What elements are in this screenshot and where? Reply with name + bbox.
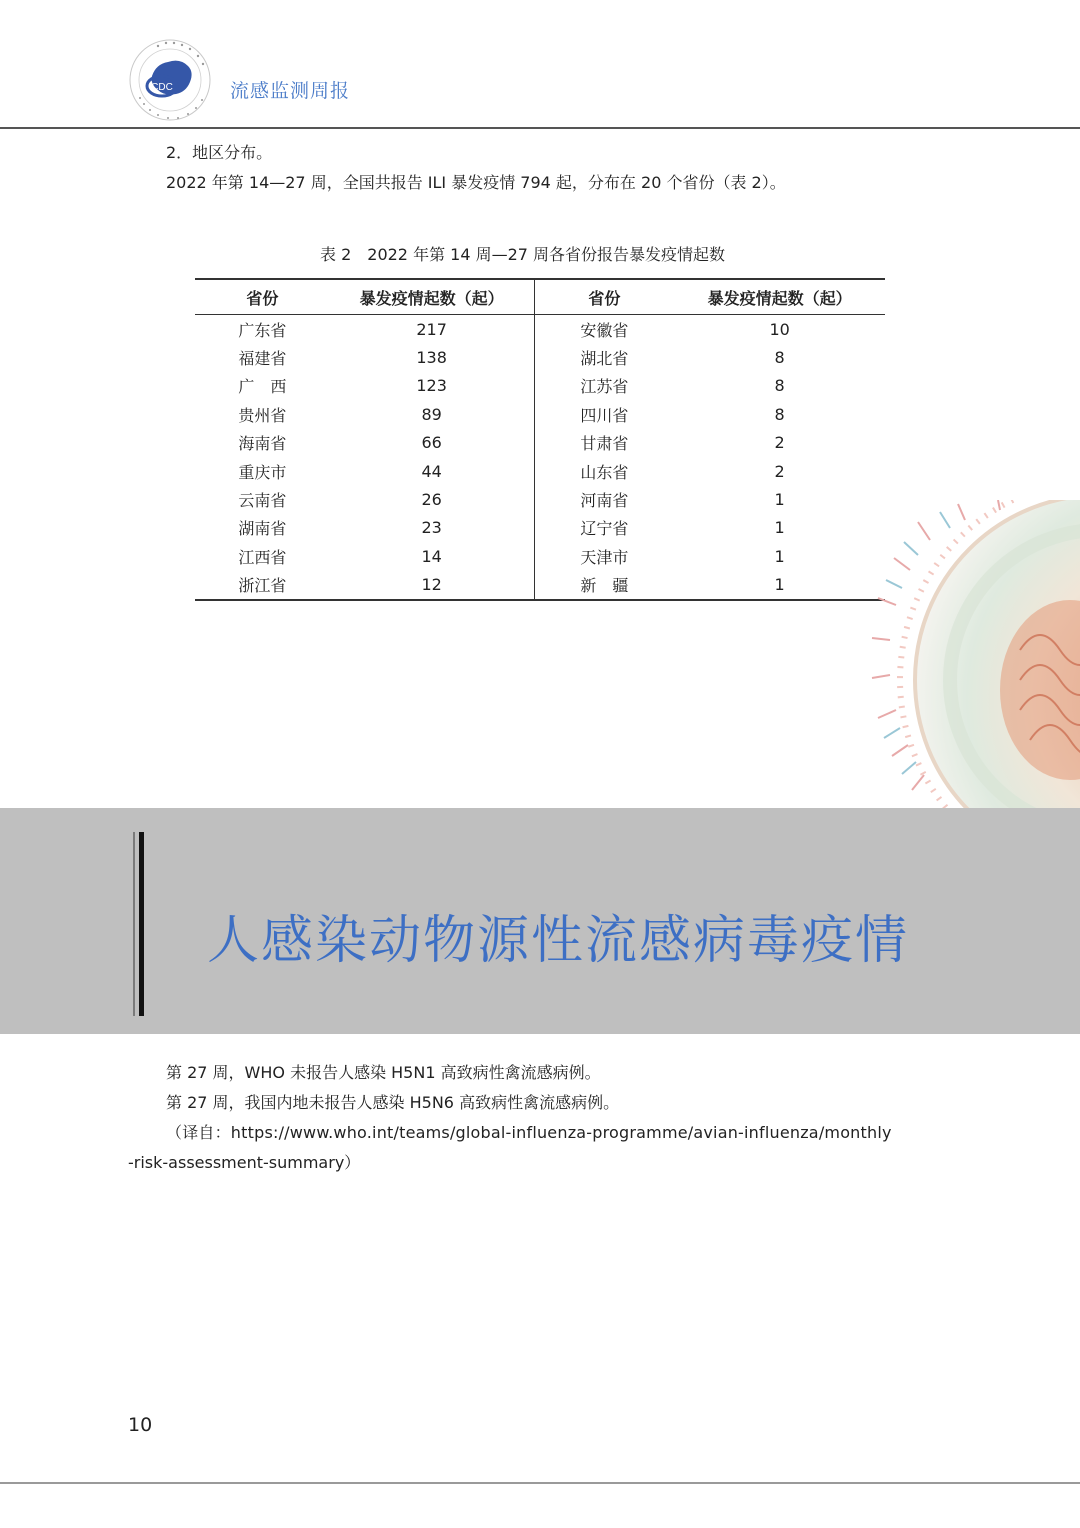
province-cell: 四川省 (580, 405, 629, 425)
table-row (195, 400, 885, 428)
header-count-right: 暴发疫情起数（起） (707, 288, 852, 308)
table-row (195, 429, 885, 457)
count-cell: 1 (774, 575, 785, 595)
table-header-row (195, 279, 885, 315)
count-cell: 217 (330, 315, 534, 344)
count-cell: 2 (774, 433, 785, 453)
table-row (195, 315, 885, 344)
province-cell: 河南省 (580, 491, 629, 511)
source-url-line1: （译自：https://www.who.int/teams/global-influenza-programme/avian-influenza/monthly (166, 1123, 892, 1142)
count-cell: 66 (330, 429, 534, 457)
header-count-left: 暴发疫情起数（起） (330, 279, 534, 315)
table-caption: 表 2 2022 年第 14 周—27 周各省份报告暴发疫情起数 (320, 245, 726, 264)
source-url-line2: -risk-assessment-summary） (128, 1153, 361, 1172)
province-cell: 海南省 (238, 434, 287, 454)
count-cell: 44 (330, 457, 534, 485)
count-cell: 89 (330, 400, 534, 428)
china-cdc-logo (128, 38, 212, 122)
count-cell: 10 (769, 319, 790, 339)
banner-accent-line (133, 832, 135, 1016)
who-h5n1-text: 第 27 周，WHO 未报告人感染 H5N1 高致病性禽流感病例。 (166, 1063, 601, 1082)
count-cell: 138 (330, 343, 534, 371)
province-cell: 广东省 (238, 320, 287, 340)
count-cell: 23 (330, 514, 534, 542)
province-cell: 辽宁省 (580, 519, 629, 539)
province-cell: 江苏省 (580, 377, 629, 397)
header-province-right: 省份 (588, 288, 621, 308)
province-cell: 广 西 (238, 377, 287, 397)
table-row (195, 343, 885, 371)
province-cell: 云南省 (238, 491, 287, 511)
province-cell: 湖南省 (238, 519, 287, 539)
table-row (195, 485, 885, 513)
table-row (195, 514, 885, 542)
page-header (0, 0, 1080, 128)
count-cell: 26 (330, 485, 534, 513)
province-cell: 山东省 (580, 462, 629, 482)
count-cell: 8 (774, 376, 785, 396)
header-province-left: 省份 (246, 288, 279, 308)
province-cell: 江西省 (238, 547, 287, 567)
count-cell: 14 (330, 542, 534, 570)
count-cell: 1 (774, 546, 785, 566)
province-cell: 新 疆 (580, 576, 629, 596)
province-cell: 福建省 (238, 349, 287, 369)
section-heading: 2．地区分布。 (166, 143, 273, 162)
province-cell: 天津市 (580, 547, 629, 567)
virus-illustration (870, 500, 1080, 810)
count-cell: 1 (774, 518, 785, 538)
count-cell: 1 (774, 490, 785, 510)
summary-text: 2022 年第 14—27 周，全国共报告 ILI 暴发疫情 794 起，分布在 20 个省份（表 2）。 (166, 173, 786, 192)
province-cell: 安徽省 (580, 320, 629, 340)
count-cell: 123 (330, 372, 534, 400)
page-number: 10 (128, 1414, 153, 1436)
province-cell: 重庆市 (238, 462, 287, 482)
count-cell: 12 (330, 571, 534, 600)
report-title: 流感监测周报 (230, 80, 351, 102)
province-cell: 贵州省 (238, 405, 287, 425)
logo-text: CDC (151, 82, 173, 93)
table-row (195, 542, 885, 570)
table-row (195, 372, 885, 400)
outbreak-table (195, 278, 885, 601)
section-title: 人感染动物源性流感病毒疫情 (207, 911, 910, 971)
banner-accent-bar (139, 832, 144, 1016)
province-cell: 甘肃省 (580, 434, 629, 454)
china-h5n6-text: 第 27 周，我国内地未报告人感染 H5N6 高致病性禽流感病例。 (166, 1093, 620, 1112)
count-cell: 8 (774, 404, 785, 424)
table-row (195, 571, 885, 600)
header-divider (0, 127, 1080, 129)
footer-divider (0, 1482, 1080, 1484)
count-cell: 2 (774, 461, 785, 481)
count-cell: 8 (774, 348, 785, 368)
table-row (195, 457, 885, 485)
province-cell: 浙江省 (238, 576, 287, 596)
province-cell: 湖北省 (580, 349, 629, 369)
